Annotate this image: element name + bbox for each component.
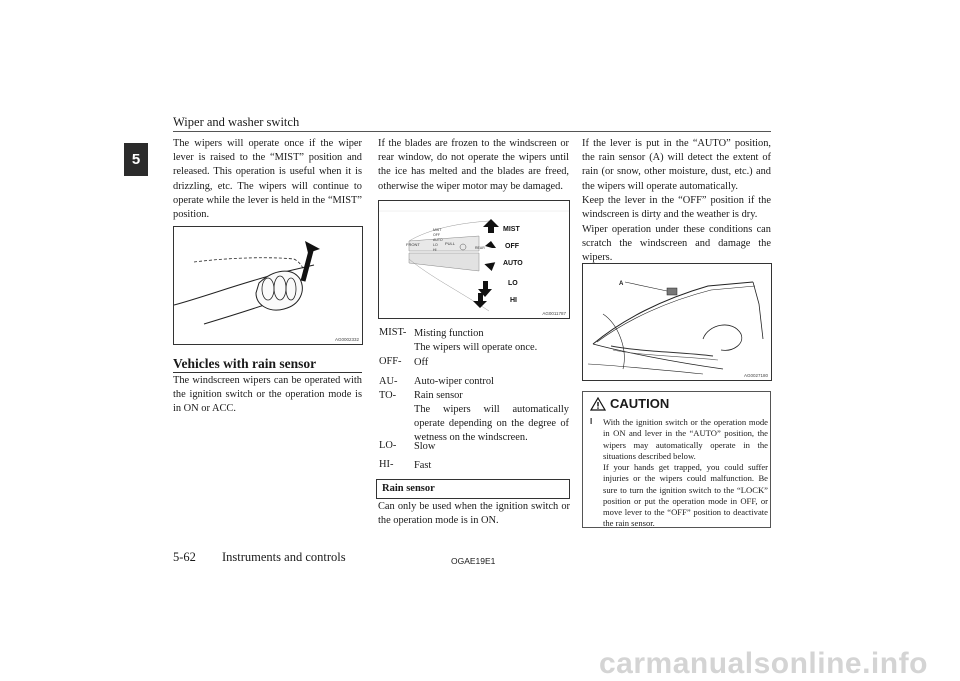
def-body-off	[414, 356, 569, 370]
header-rule	[173, 131, 771, 132]
caution-text-2: If your hands get trapped, you could suffer injuries or the wipers could malfunction. Be sure to turn the ignition switch to the “LOCK” position or put the operation mode in OFF, or move lever to the “OFF” position to deactivate the rain sensor.	[603, 462, 768, 529]
rain-sensor-location-figure	[582, 263, 772, 381]
caution-box	[582, 391, 771, 528]
position-label-mist: MIST	[503, 226, 520, 233]
lever-label-rear: REAR	[475, 246, 485, 250]
lever-label-auto: AUTO	[433, 238, 443, 242]
wiper-switch-positions-figure	[378, 200, 570, 319]
def-line: Rain sensor	[414, 390, 463, 401]
bullet-icon: l	[590, 417, 593, 426]
lever-label-lo: LO	[433, 243, 438, 247]
lever-label-pull: PULL	[445, 241, 456, 246]
def-term-off: OFF-	[379, 356, 402, 367]
header-title: Wiper and washer switch	[173, 115, 300, 129]
rain-sensor-heading: Rain sensor	[376, 479, 570, 499]
sensor-label-a: A	[619, 281, 624, 287]
caution-title: CAUTION	[610, 396, 670, 411]
warning-triangle-icon	[590, 397, 606, 411]
section-heading-rain-sensor: Vehicles with rain sensor	[173, 356, 317, 371]
chapter-tab: 5	[124, 143, 148, 176]
def-line: Slow	[414, 441, 436, 452]
figure-code: AG0002332	[334, 337, 359, 342]
footer-section: Instruments and controls	[222, 550, 346, 564]
figure-code: AG0011787	[542, 311, 566, 316]
def-line: The wipers will automatically operate depending on the degree of wetness on the windscreen.	[414, 404, 569, 443]
caution-text-1: With the ignition switch or the operation mode in ON and lever in the “AUTO” position, the wipers may automatically operate in the situations described below.	[603, 417, 768, 461]
position-label-auto: AUTO	[503, 260, 523, 267]
wiper-switch-illustration	[379, 201, 569, 318]
lever-label-off: OFF	[433, 233, 440, 237]
col2-intro: If the blades are frozen to the windscreen or rear window, do not operate the wipers until the ice has melted and the blades are freed, otherwise the wiper motor may be damaged.	[378, 138, 569, 192]
lever-label-front: FRONT	[406, 242, 420, 247]
position-label-hi: HI	[510, 297, 517, 304]
col3-intro3: Wiper operation under these conditions can scratch the windscreen and damage the wipers.	[582, 224, 771, 264]
def-line: The wipers will operate once.	[414, 342, 538, 353]
footer-page-number: 5-62	[173, 550, 196, 564]
def-body-mist	[414, 327, 569, 355]
lever-label-mist: MIST	[433, 228, 442, 232]
def-line: Auto-wiper control	[414, 376, 494, 387]
def-body-hi	[414, 459, 569, 473]
def-line: Misting function	[414, 328, 484, 339]
heading-underline	[173, 372, 362, 373]
col1-body: The windscreen wipers can be operated with the ignition switch or the operation mode is in ON or ACC.	[173, 375, 362, 415]
col1-intro: The wipers will operate once if the wiper lever is raised to the “MIST” position and released. This operation is useful when it is drizzling, etc. The wipers will continue to operate while the lever is held in the “MIST” position.	[173, 138, 362, 221]
watermark: carmanualsonline.info	[599, 647, 928, 680]
def-term-hi: HI-	[379, 459, 394, 470]
position-label-lo: LO	[508, 280, 518, 287]
col3-intro2: Keep the lever in the “OFF” position if the windscreen is dirty and the weather is dry.	[582, 195, 771, 221]
def-term-auto: AU- TO-	[379, 376, 398, 401]
def-term-mist: MIST-	[379, 327, 407, 338]
rain-sensor-body: Can only be used when the ignition switch or the operation mode is in ON.	[378, 501, 570, 527]
def-line: Off	[414, 357, 429, 368]
def-term-lo: LO-	[379, 440, 397, 451]
windscreen-illustration	[583, 264, 771, 380]
def-body-auto	[414, 375, 569, 445]
position-label-off: OFF	[505, 243, 519, 250]
figure-code: AG0027180	[743, 373, 768, 378]
col3-intro: If the lever is put in the “AUTO” position, the rain sensor (A) will detect the extent of rain (or snow, other moisture, dust, etc.) and the wipers will operate automatically.	[582, 138, 771, 192]
wiper-lever-figure	[173, 226, 363, 345]
def-body-lo	[414, 440, 569, 454]
def-line: Fast	[414, 460, 432, 471]
caution-header	[590, 396, 669, 411]
wiper-lever-illustration	[174, 227, 362, 344]
lever-label-hi: HI	[433, 248, 437, 252]
footer-code: OGAE19E1	[451, 556, 496, 566]
